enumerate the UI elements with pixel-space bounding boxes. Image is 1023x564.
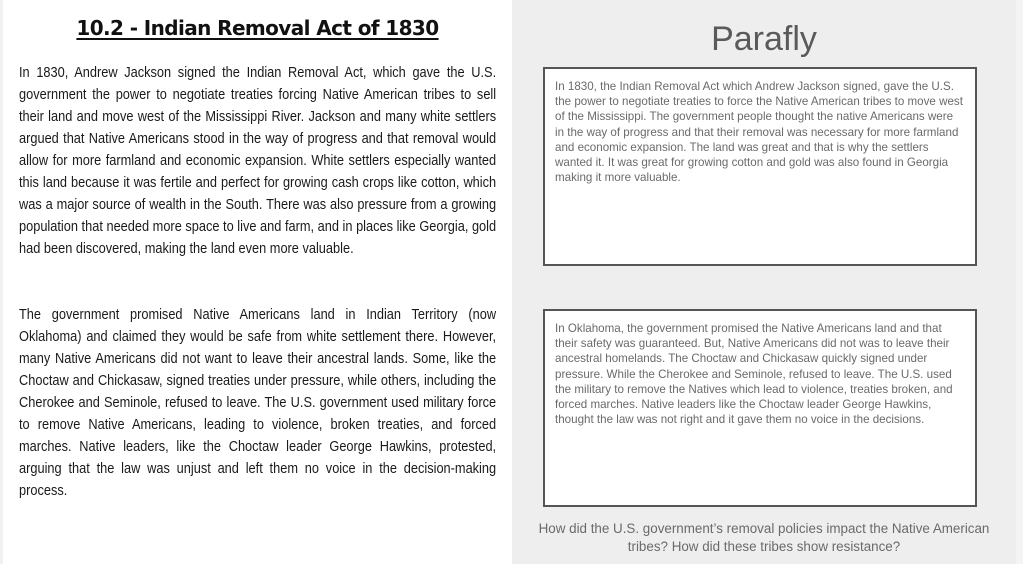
- source-document-panel: [3, 0, 512, 564]
- document-paragraph-2-text: The government promised Native Americans land in Indian Territory (now Oklahoma) and claimed they would be safe from white settlement there. However, many Native Americans did not want to leave their ancestral lands. Some, like the Choctaw and Chickasaw, signed treaties under pressure, while others, including the Cherokee and Seminole, refused to leave. The U.S. government used military force to remove Native Americans, leading to violence, broken treaties, and forced marches. Native leaders, like the Choctaw leader George Hawkins, protested, arguing that the law was unjust and left them no voice in the decision-making process.: [19, 306, 497, 499]
- question-prompt: How did the U.S. government’s removal policies impact the Native American tribes? How did these tribes show resistance?: [538, 521, 990, 554]
- document-paragraph-1-text: In 1830, Andrew Jackson signed the Indian Removal Act, which gave the U.S. government the power to negotiate treaties forcing Native American tribes to sell their land and move west of the Mississippi River. Jackson and many white settlers argued that Native Americans stood in the way of progress and that removal would allow for more farmland and economic expansion. White settlers especially wanted this land because it was fertile and perfect for growing cash crops like cotton, which was a major source of wealth in the South. There was also pressure from a growing population that needed more space to live and farm, and in places like Georgia, gold had been discovered, making the land even more valuable.: [19, 64, 497, 257]
- response-textbox-2[interactable]: In Oklahoma, the government promised the Native Americans land and that their safety was guaranteed. But, Native Americans did not was to leave their ancestral homelands. The Choctaw and Chickasaw quickly signed under pressure. While the Cherokee and Seminole, refused to leave. The U.S. used the military to remove the Natives which lead to violence, treaties broken, and forced marches. Native leaders like the Choctaw leader George Hawkins, thought the law was not right and it gave them no voice in the decisions.: [543, 309, 977, 507]
- document-paragraph-2: [19, 304, 496, 502]
- right-edge-strip: [1016, 0, 1023, 564]
- document-paragraph-1: [19, 62, 496, 260]
- response-textbox-1[interactable]: In 1830, the Indian Removal Act which Andrew Jackson signed, gave the U.S. the power to negotiate treaties to force the Native American tribes to move west of the Mississippi. The government people thought the native Americans were in the way of progress and that their removal was necessary for more farmland and economic expansion. The land was great and that is why the settlers wanted it. It was great for growing cotton and gold was also found in Georgia making it more valuable.: [543, 67, 977, 266]
- document-title: 10.2 - Indian Removal Act of 1830: [76, 16, 439, 40]
- parafly-panel: [512, 0, 1016, 564]
- parafly-title: Parafly: [711, 20, 817, 58]
